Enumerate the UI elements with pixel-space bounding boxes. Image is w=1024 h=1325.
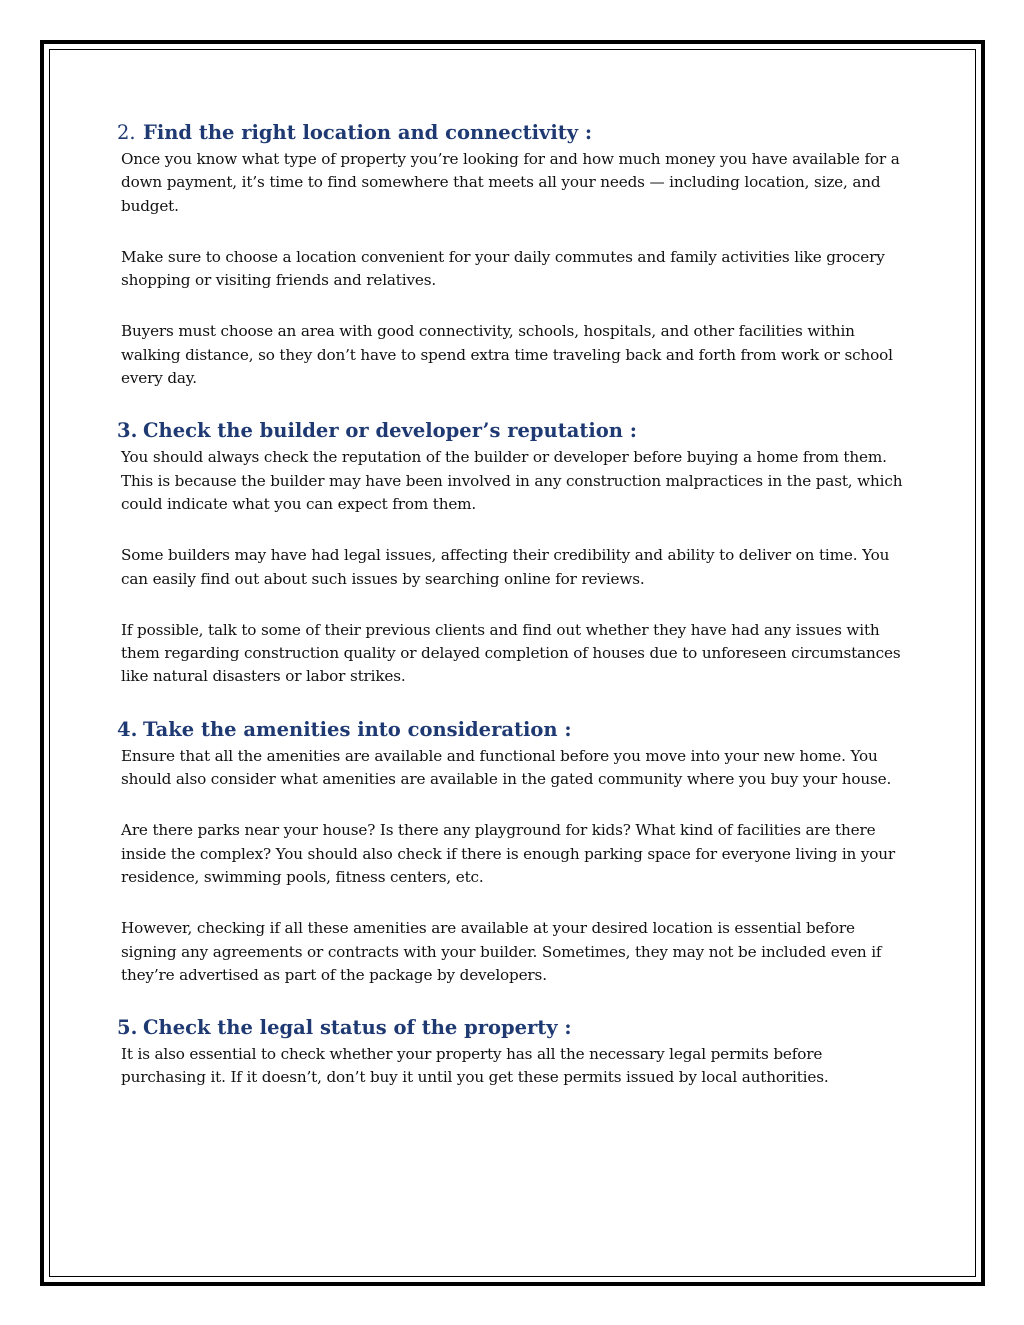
- section-location: [117, 118, 907, 390]
- section-title: Find the right location and connectivity :: [143, 121, 593, 144]
- paragraph: Make sure to choose a location convenient for your daily commutes and family activities like grocery shopping or visiting friends and relatives.: [121, 247, 885, 290]
- paragraph: Are there parks near your house? Is there any playground for kids? What kind of facilities are there inside the complex? You should also check if there is enough parking space for everyone living in your residence, swimming pools, fitness centers, etc.: [121, 821, 896, 886]
- paragraph: If possible, talk to some of their previous clients and find out whether they have had any issues with them regarding construction quality or delayed completion of houses due to unforeseen circumstances like natural disasters or labor strikes.: [121, 620, 901, 686]
- section-legal-status: [117, 1013, 907, 1090]
- section-heading: [117, 1013, 907, 1043]
- paragraph: However, checking if all these amenities are available at your desired location is essential before signing any agreements or contracts with your builder. Sometimes, they may not be included even if they’re advertised as part of the package by developers.: [121, 919, 882, 984]
- section-number: 3.: [117, 419, 138, 443]
- paragraph: Buyers must choose an area with good connectivity, schools, hospitals, and other facilities within walking distance, so they don’t have to spend extra time traveling back and forth from work or school every day.: [121, 322, 893, 388]
- section-builder-reputation: [117, 416, 907, 688]
- paragraph: Some builders may have had legal issues, affecting their credibility and ability to deliver on time. You can easily find out about such issues by searching online for reviews.: [121, 546, 890, 588]
- section-amenities: [117, 715, 907, 987]
- section-heading: [117, 715, 907, 745]
- paragraph: Once you know what type of property you’re looking for and how much money you have available for a down payment, it’s time to find somewhere that meets all your needs — including location, size, and budget.: [121, 150, 900, 215]
- section-title: Take the amenities into consideration :: [143, 717, 572, 741]
- section-title: Check the builder or developer’s reputation :: [143, 419, 637, 443]
- section-title: Check the legal status of the property :: [143, 1016, 572, 1040]
- section-number: 4.: [117, 717, 138, 741]
- paragraph: Ensure that all the amenities are available and functional before you move into your new home. You should also consider what amenities are available in the gated community where you buy your house.: [121, 746, 892, 789]
- paragraph: It is also essential to check whether your property has all the necessary legal permits before purchasing it. If it doesn’t, don’t buy it until you get these permits issued by local authorities.: [121, 1045, 829, 1087]
- document-body: [117, 118, 907, 1090]
- section-number: 5.: [117, 1016, 138, 1040]
- section-heading: [117, 416, 907, 446]
- section-heading: [117, 118, 907, 148]
- paragraph: You should always check the reputation of the builder or developer before buying a home from them. This is because the builder may have been involved in any construction malpractices in the past, which could indicate what you can expect from them.: [121, 448, 903, 513]
- section-number: 2.: [117, 121, 136, 144]
